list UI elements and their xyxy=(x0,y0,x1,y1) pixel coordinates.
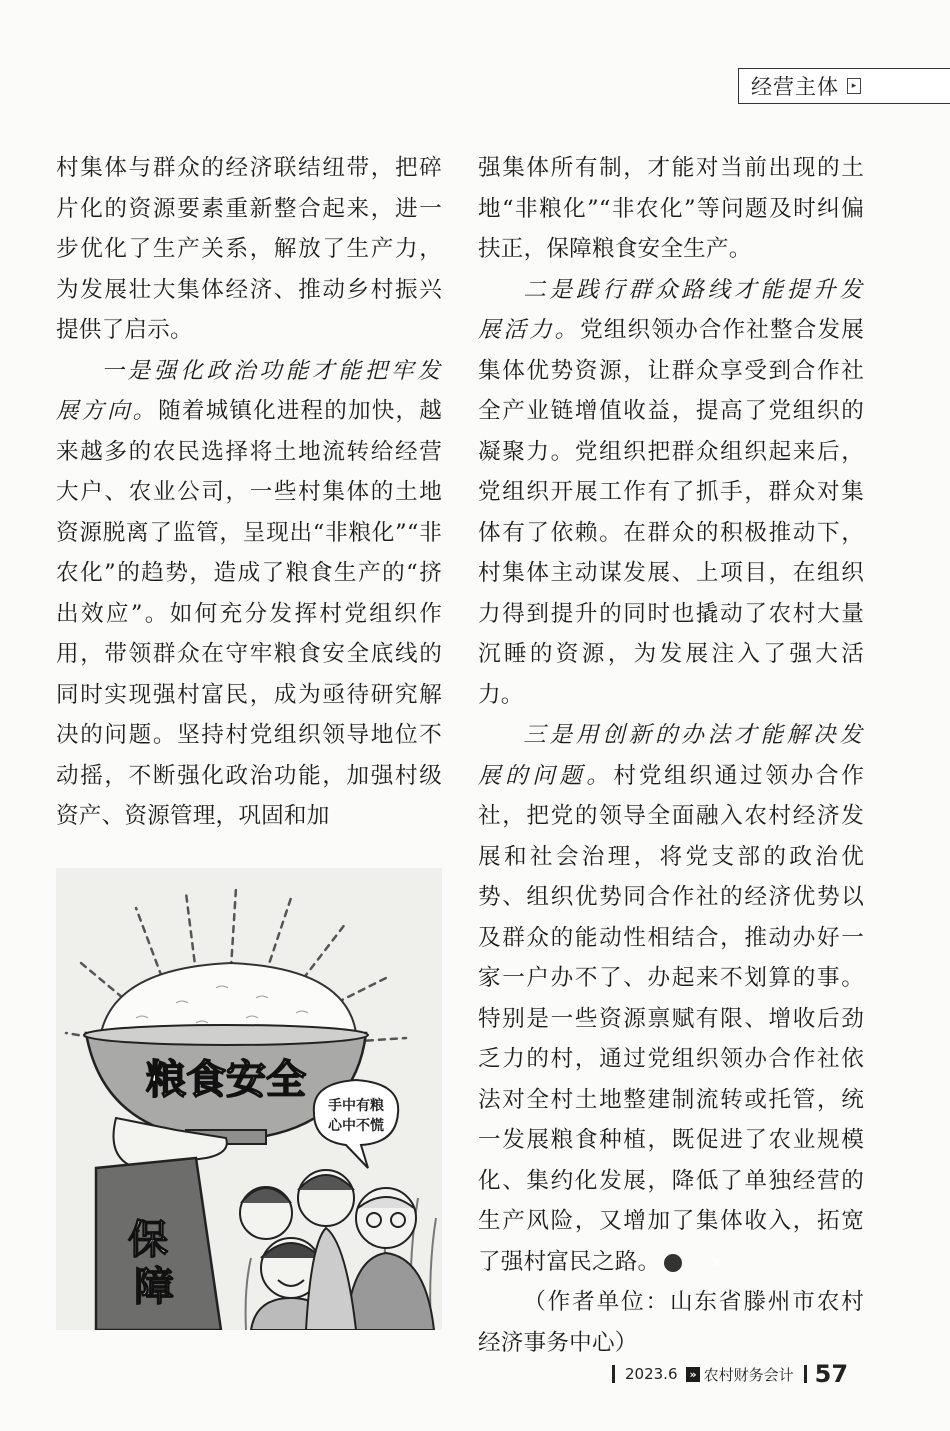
right-paragraph-3 xyxy=(478,715,864,1282)
end-mark-icon: CK xyxy=(664,1254,682,1272)
right-paragraph-2-body: 党组织领办合作社整合发展集体优势资源，让群众享受到合作社全产业链增值收益，提高了党组织的凝聚力。党组织把群众组织起来后，党组织开展工作有了抓手，群众对集体有了依赖。在群众的积极推动下，村集体主动谋发展、上项目，在组织力得到提升的同时也撬动了农村大量沉睡的资源，为发展注入了强大活力。 xyxy=(478,317,865,708)
lead-heading-1: 一是强化政治功能才能把牢发展方向。 xyxy=(56,357,442,424)
footer-divider xyxy=(612,1365,615,1383)
issue-date: 2023.6 xyxy=(625,1365,678,1383)
lead-heading-2: 二是践行群众路线才能提升发展活力。 xyxy=(478,276,864,343)
section-label: 经营主体 xyxy=(751,75,839,99)
page-number: 57 xyxy=(814,1360,849,1388)
play-arrow-icon: ▸ xyxy=(847,78,861,94)
left-column xyxy=(56,148,442,837)
page-footer xyxy=(612,1358,848,1390)
right-paragraph-2 xyxy=(478,270,864,716)
left-paragraph-2 xyxy=(56,351,442,837)
footer-divider-2 xyxy=(804,1365,807,1383)
right-paragraph-3-body: 村党组织通过领办合作社，把党的领导全面融入农村经济发展和社会治理，将党支部的政治优势、组织优势同合作社的经济优势以及群众的能动性相结合，推动办好一家一户办不了、办起来不划算的事。特别是一些资源禀赋有限、增收后劲乏力的村，通过党组织领办合作社依法对全村土地整建制流转或托管，统一发展粮食种植，既促进了农业规模化、集约化发展，降低了单独经营的生产风险，又增加了集体收入，拓宽了强村富民之路。 xyxy=(478,762,865,1275)
grain-security-cartoon xyxy=(56,868,442,1330)
right-column xyxy=(478,148,864,1363)
left-paragraph-2-body: 随着城镇化进程的加快，越来越多的农民选择将土地流转给经营大户、农业公司，一些村集体的土地资源脱离了监管，呈现出“非粮化”“非农化”的趋势，造成了粮食生产的“挤出效应”。如何充分发挥村党组织作用，带领群众在守牢粮食安全底线的同时实现强村富民，成为亟待研究解决的问题。坚持村党组织领导地位不动摇，不断强化政治功能，加强村级资产、资源管理，巩固和加 xyxy=(56,398,443,829)
chevron-right-icon: » xyxy=(686,1367,700,1382)
section-tab xyxy=(738,68,950,104)
right-paragraph-1: 强集体所有制，才能对当前出现的土地“非粮化”“非农化”等问题及时纠偏扶正，保障粮食安全生产。 xyxy=(478,155,864,262)
magazine-name: 农村财务会计 xyxy=(703,1365,794,1384)
lead-heading-3: 三是用创新的办法才能解决发展的问题。 xyxy=(478,722,864,789)
author-affiliation: （作者单位：山东省滕州市农村经济事务中心） xyxy=(478,1289,864,1356)
left-paragraph-1: 村集体与群众的经济联结纽带，把碎片化的资源要素重新整合起来，进一步优化了生产关系，解放了生产力，为发展壮大集体经济、推动乡村振兴提供了启示。 xyxy=(56,155,442,343)
sleeve-text-2: 障 xyxy=(134,1264,174,1310)
bowl-text: 粮食安全 xyxy=(146,1057,306,1103)
bubble-line-2: 心中不慌 xyxy=(328,1118,384,1134)
sleeve-text-1: 保 xyxy=(128,1217,168,1263)
bubble-line-1: 手中有粮 xyxy=(328,1098,384,1114)
